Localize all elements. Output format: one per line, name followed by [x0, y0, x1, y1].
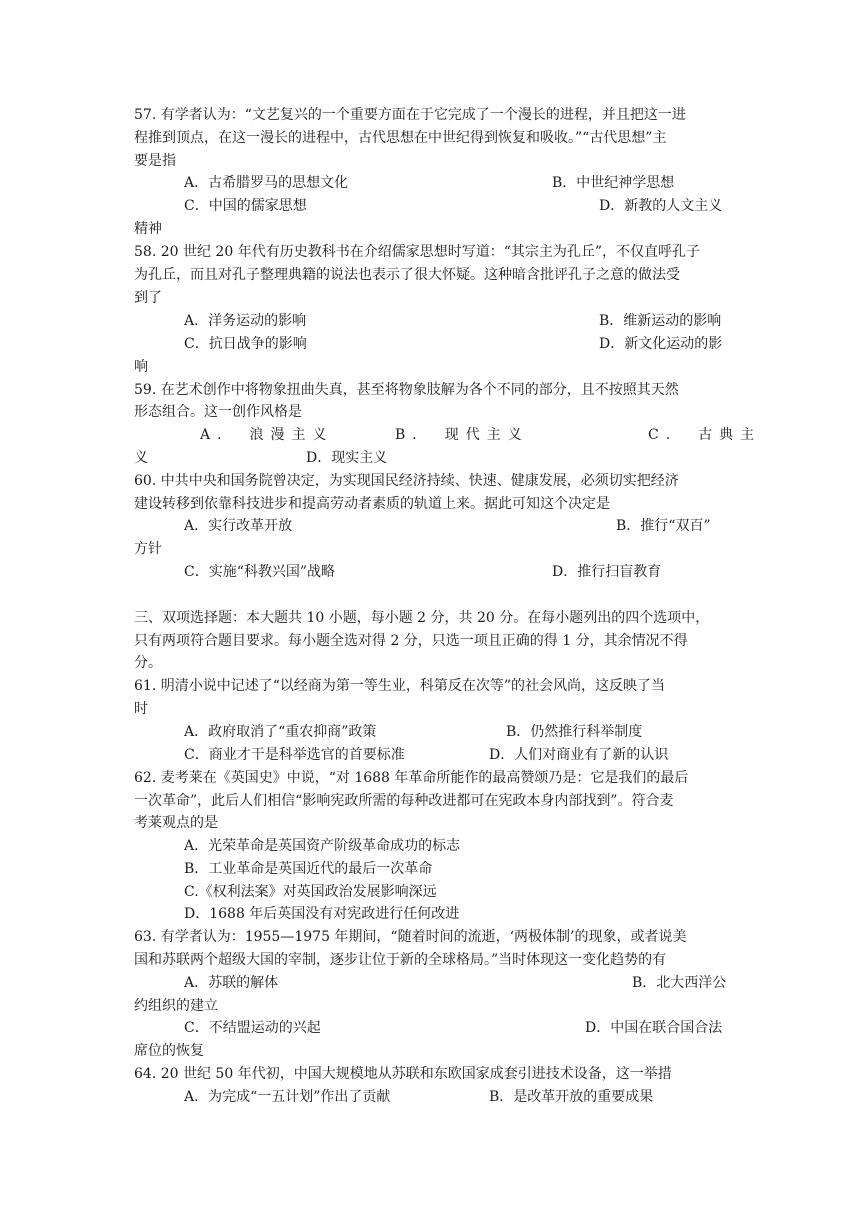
- question-60-option-b-wrap: 方针: [134, 541, 162, 557]
- question-62-stem-line-3: 考莱观点的是: [134, 815, 218, 831]
- question-61-option-c: C．商业才干是科举选官的首要标准: [184, 747, 405, 763]
- question-63-option-b: B．北大西洋公: [632, 975, 727, 991]
- question-59-option-d: D．现实主义: [306, 450, 388, 466]
- question-62-stem-line-1: 62. 麦考莱在《英国史》中说，“对 1688 年革命所能作的最高赞颂乃是：它是我们的最后: [134, 770, 689, 786]
- question-63-stem-line-1: 63. 有学者认为：1955—1975 年期间，“随着时间的流逝，‘两极体制’的现象，或者说美: [134, 929, 687, 945]
- question-57-stem-line-1: 57. 有学者认为：“文艺复兴的一个重要方面在于它完成了一个漫长的进程，并且把这一进: [134, 107, 686, 123]
- question-62-option-b: B．工业革命是英国近代的最后一次革命: [184, 861, 433, 877]
- question-60-stem-line-2: 建设转移到依靠科技进步和提高劳动者素质的轨道上来。据此可知这个决定是: [134, 496, 610, 512]
- question-62-stem-line-2: 一次革命”，此后人们相信“影响宪政所需的每种改进都可在宪政本身内部找到”。符合麦: [134, 793, 674, 809]
- question-59-option-a: A． 浪漫主义: [200, 427, 334, 443]
- question-62-option-a: A．光荣革命是英国资产阶级革命成功的标志: [184, 838, 461, 854]
- section-3-line-1: 三、双项选择题：本大题共 10 小题，每小题 2 分，共 20 分。在每小题列出的四个选项中，: [134, 610, 710, 626]
- question-58-stem-line-3: 到了: [134, 290, 162, 306]
- question-63-option-d: D．中国在联合国合法: [585, 1020, 723, 1036]
- question-57-stem-line-2: 程推到顶点，在这一漫长的进程中，古代思想在中世纪得到恢复和吸收。”“古代思想”主: [134, 130, 667, 146]
- question-64-option-b: B．是改革开放的重要成果: [489, 1089, 654, 1105]
- question-57-option-d-wrap: 精神: [134, 221, 162, 237]
- question-57-option-b: B．中世纪神学思想: [552, 175, 675, 191]
- question-63-stem-line-2: 国和苏联两个超级大国的宰制，逐步让位于新的全球格局。”当时体现这一变化趋势的有: [134, 952, 667, 968]
- question-60-option-a: A．实行改革开放: [184, 518, 293, 534]
- question-63-option-c: C．不结盟运动的兴起: [184, 1020, 321, 1036]
- section-3-line-2: 只有两项符合题目要求。每小题全选对得 2 分，只选一项且正确的得 1 分，其余情况不得: [134, 633, 688, 649]
- question-63-option-a: A．苏联的解体: [184, 975, 279, 991]
- question-58-option-d-wrap: 响: [134, 359, 148, 375]
- question-59-option-c: C． 古典主: [648, 427, 762, 443]
- question-58-stem-line-1: 58. 20 世纪 20 年代有历史教科书在介绍儒家思想时写道：“其宗主为孔丘”，不仅直呼孔子: [134, 244, 701, 260]
- question-61-option-b: B．仍然推行科举制度: [506, 724, 643, 740]
- question-58-option-c: C．抗日战争的影响: [184, 336, 307, 352]
- question-63-option-d-wrap: 席位的恢复: [134, 1043, 204, 1059]
- question-62-option-c: C.《权利法案》对英国政治发展影响深远: [184, 884, 437, 900]
- question-64-stem-line-1: 64. 20 世纪 50 年代初，中国大规模地从苏联和东欧国家成套引进技术设备，这一举措: [134, 1066, 672, 1082]
- question-61-option-d: D．人们对商业有了新的认识: [489, 747, 669, 763]
- question-60-option-b: B．推行“双百”: [616, 518, 711, 534]
- question-60-option-d: D．推行扫盲教育: [552, 564, 662, 580]
- question-58-option-b: B．维新运动的影响: [599, 313, 722, 329]
- question-59-stem-line-2: 形态组合。这一创作风格是: [134, 404, 302, 420]
- question-61-option-a: A．政府取消了“重农抑商”政策: [184, 724, 377, 740]
- question-58-stem-line-2: 为孔丘，而且对孔子整理典籍的说法也表示了很大怀疑。这种暗含批评孔子之意的做法受: [134, 267, 680, 283]
- question-59-option-b: B． 现代主义: [395, 427, 529, 443]
- question-60-option-c: C．实施“科教兴国”战略: [184, 564, 336, 580]
- question-59-stem-line-1: 59. 在艺术创作中将物象扭曲失真，甚至将物象肢解为各个不同的部分，且不按照其天然: [134, 382, 679, 398]
- question-62-option-d: D．1688 年后英国没有对宪政进行任何改进: [184, 906, 460, 922]
- question-58-option-d: D．新文化运动的影: [599, 336, 723, 352]
- question-63-option-b-wrap: 约组织的建立: [134, 998, 218, 1014]
- question-57-option-d: D．新教的人文主义: [599, 198, 723, 214]
- section-3-line-3: 分。: [134, 655, 162, 671]
- question-59-option-c-wrap: 义: [134, 450, 148, 466]
- question-58-option-a: A．洋务运动的影响: [184, 313, 307, 329]
- question-57-option-a: A．古希腊罗马的思想文化: [184, 175, 349, 191]
- question-64-option-a: A．为完成“一五计划”作出了贡献: [184, 1089, 391, 1105]
- question-57-option-c: C．中国的儒家思想: [184, 198, 307, 214]
- question-60-stem-line-1: 60. 中共中央和国务院曾决定，为实现国民经济持续、快速、健康发展，必须切实把经济: [134, 473, 679, 489]
- question-57-stem-line-3: 要是指: [134, 153, 176, 169]
- question-61-stem-line-1: 61. 明清小说中记述了“以经商为第一等生业，科第反在次等”的社会风尚，这反映了当: [134, 678, 666, 694]
- question-61-stem-line-2: 时: [134, 701, 148, 717]
